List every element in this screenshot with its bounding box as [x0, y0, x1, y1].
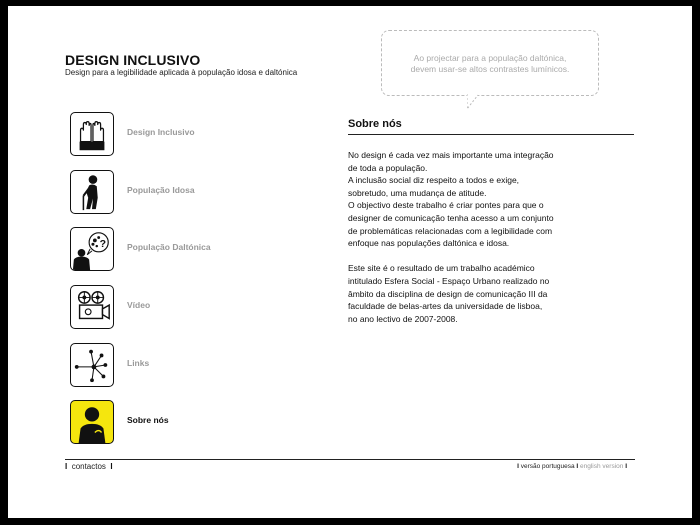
text-line: Este site é o resultado de um trabalho académico [348, 263, 535, 274]
text-line: faculdade de belas-artes da universidade de lisboa, [348, 301, 543, 312]
lang-pt-link[interactable]: versão portuguesa [520, 463, 575, 470]
text-line: designer de comunicação tenha acesso a um conjunto [348, 212, 554, 223]
footer-divider [65, 459, 635, 460]
text-line: sobretudo, uma mudança de atitude. [348, 187, 487, 198]
nav-label[interactable]: População Daltónica [127, 242, 211, 252]
text-line: O objectivo deste trabalho é criar pontes para que o [348, 200, 544, 211]
nav-label[interactable]: População Idosa [127, 185, 195, 195]
color-blind-person-icon[interactable] [70, 227, 114, 271]
site-subtitle: Design para a legibilidade aplicada à população idosa e daltónica [65, 68, 298, 77]
hands-icon[interactable] [70, 112, 114, 156]
about-paragraph-1 [348, 149, 588, 250]
language-switcher [517, 463, 627, 470]
video-camera-icon[interactable] [70, 285, 114, 329]
text-line: enfoque nas populações daltónica e idosa. [348, 238, 510, 249]
about-text [348, 149, 588, 338]
text-line: intitulado Esfera Social - Espaço Urbano realizado no [348, 275, 550, 286]
text-line: A inclusão social diz respeito a todos e exige, [348, 175, 520, 186]
person-icon[interactable] [70, 400, 114, 444]
text-line: no ano lectivo de 2007-2008. [348, 313, 458, 324]
nav-label[interactable]: Vídeo [127, 300, 151, 310]
nav-label[interactable]: Links [127, 358, 150, 368]
site-title[interactable]: DESIGN INCLUSIVO [65, 52, 201, 68]
text-line: de toda a população. [348, 162, 428, 173]
footer-contacts [65, 462, 113, 471]
about-paragraph-2 [348, 262, 588, 325]
text-line: âmbito da disciplina de design de comunicação III da [348, 288, 548, 299]
separator: I [110, 462, 113, 471]
network-icon[interactable] [70, 343, 114, 387]
separator: I [65, 462, 68, 471]
nav-label[interactable]: Design Inclusivo [127, 127, 195, 137]
elderly-person-icon[interactable] [70, 170, 114, 214]
text-line: No design é cada vez mais importante uma integração [348, 150, 554, 160]
separator: I [517, 463, 519, 470]
section-heading: Sobre nós [348, 118, 402, 130]
separator: I [625, 463, 627, 470]
heading-divider [348, 134, 634, 135]
nav-label[interactable]: Sobre nós [127, 415, 169, 425]
lang-en-link[interactable]: english version [580, 463, 624, 470]
separator: I [576, 463, 579, 470]
tip-line-1: Ao projectar para a população daltónica, [413, 53, 567, 63]
tip-speech-bubble [381, 30, 599, 96]
speech-bubble-tail [467, 94, 479, 110]
tip-line-2: devem usar-se altos contrastes lumínicos. [410, 64, 570, 74]
page-frame [8, 6, 692, 518]
svg-text:?: ? [99, 238, 107, 251]
text-line: de problemáticas relacionadas com a legibilidade com [348, 225, 553, 236]
contacts-link[interactable]: contactos [71, 462, 106, 471]
